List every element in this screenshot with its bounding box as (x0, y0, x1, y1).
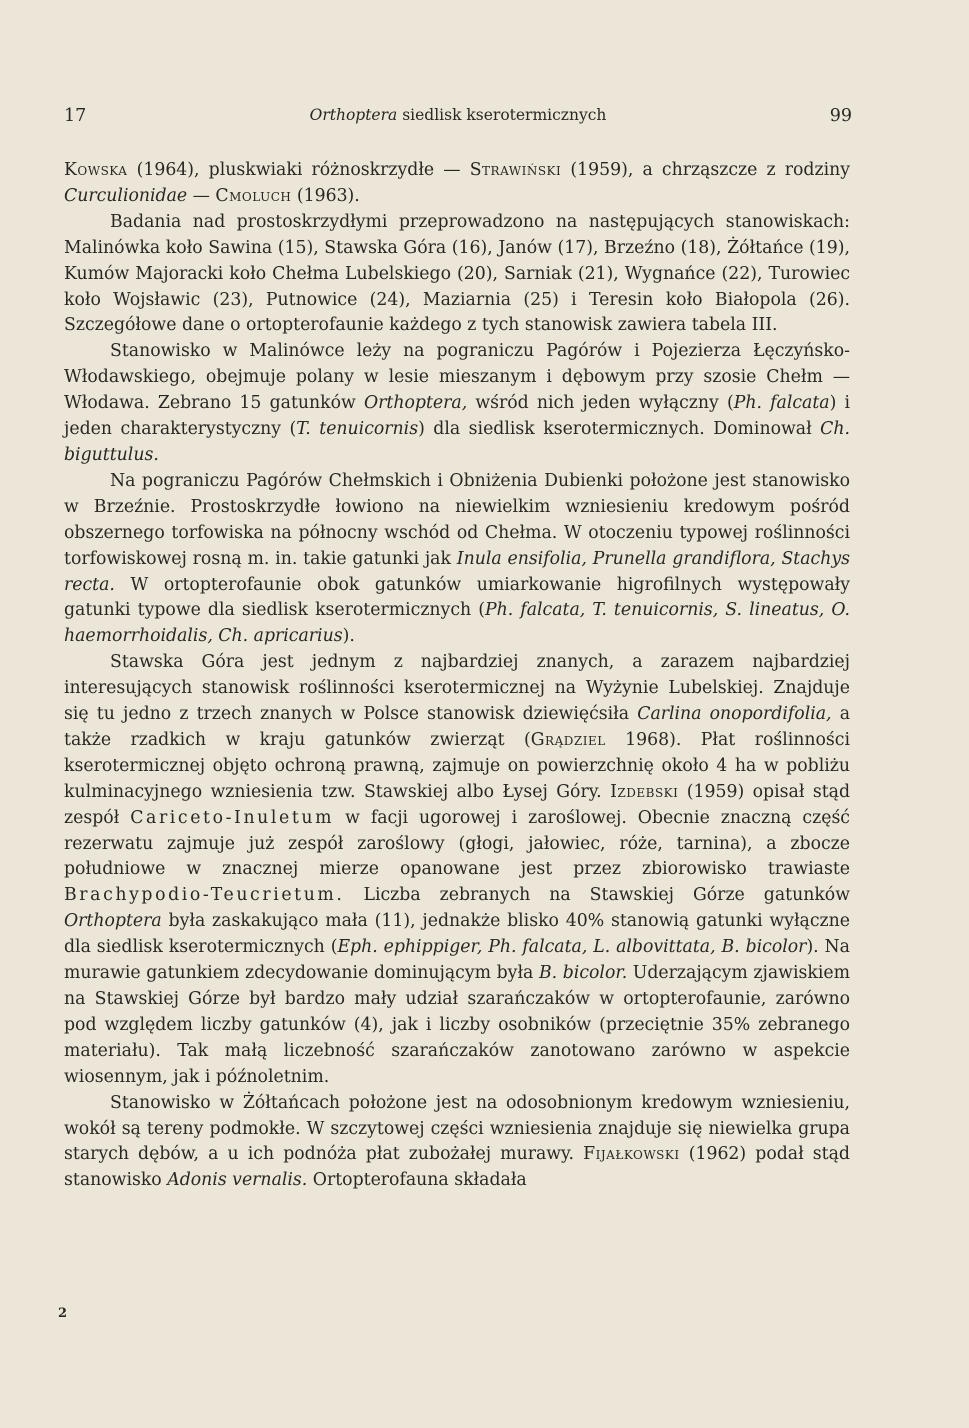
text-run: ) i jeden charakterystyczny ( (64, 393, 851, 440)
printer-signature: 2 (58, 1306, 68, 1321)
paragraph (64, 650, 850, 1090)
paragraph (64, 339, 850, 469)
running-title-italic: Orthoptera (309, 106, 398, 124)
text-run: Stanowisko w Żółtańcach położone jest na odosobnionym kredowym wzniesieniu, wokół są tereny podmokłe. W szczytowej części wzniesienia znajduje się niewielka grupa starych dębów, a u ich podnóża płat zubożałej murawy. (64, 1092, 850, 1165)
author-name: Cmoluch (215, 185, 292, 206)
chapter-number: 17 (64, 106, 87, 126)
text-run: w facji ugorowej i zaroślowej. Obecnie znaczną część rezerwatu zajmuje już zespół zaroślowy (głogi, jałowiec, róże, tarnina), a zbocze południowe w znacznej mierze opanowane jest przez zbiorowisko trawiaste (64, 807, 850, 880)
italic-run: Ph. falcata (733, 393, 830, 414)
italic-run: T. tenuicornis (296, 419, 419, 440)
text-run: Na pograniczu Pagórów Chełmskich i Obniżenia Dubienki położone jest stanowisko w Brzeźnie. Prostoskrzydłe łowiono na niewielkim wzniesieniu kredowym pośród obszernego torfowiska na północny wschód od Chełma. W otoczeniu typowej roślinności torfowiskowej rosną m. in. takie gatunki jak (64, 470, 850, 569)
text-run: Stawska Góra jest jednym z najbardziej znanych, a zarazem najbardziej interesujących stanowisk roślinności kserotermicznej na Wyżynie Lubelskiej. Znajduje się tu jedno z trzech znanych w Polsce stanowisk dziewięćsiła (64, 652, 850, 725)
author-name: Kowska (64, 160, 128, 180)
paragraph (64, 1091, 850, 1195)
text-run: — (187, 185, 216, 206)
text-run: (1963). (291, 185, 360, 206)
text-run: Ortopterofauna składała (307, 1170, 527, 1191)
text-run: (1959) opisał stąd zespół (64, 781, 851, 828)
italic-run: Adonis vernalis. (167, 1170, 308, 1191)
text-run: była zaskakująco mała (11), jednakże blisko 40% stanowią gatunki wyłączne dla siedlisk kserotermicznych ( (64, 911, 850, 958)
text-run: a także rzadkich w kraju gatunków zwierząt ( (64, 704, 850, 750)
text-run: Liczba zebranych na Stawskiej Górze gatunków (344, 885, 850, 906)
text-run: Badania nad prostoskrzydłymi przeprowadzono na następujących stanowiskach: Malinówka koło Sawina (15), Stawska Góra (16), Janów (17), Brzeźno (18), Żółtańce (19), Kumów Majoracki koło Chełma Lubelskiego (20), Sarniak (21), Wygnańce (22), Turowiec koło Wojsławic (23), Putnowice (24), Maziarnia (25) i Teresin koło Białopola (26). Szczegółowe dane o ortopterofaunie każdego z tych stanowisk zawiera tabela III. (64, 211, 850, 336)
text-run: Uderzającym zjawiskiem na Stawskiej Górze był bardzo mały udział szarańczaków w ortopterofaunie, zarówno pod względem liczby gatunków (4), jak i liczby osobników (przeciętnie 35% zebranego materiału). Tak małą liczebność szarańczaków zanotowano zarówno w aspekcie wiosennym, jak i późnoletnim. (64, 963, 850, 1087)
italic-run: Inula ensifolia, Prunella grandiflora, Stachys recta. (64, 548, 850, 595)
italic-run: Curculionidae (64, 185, 188, 206)
italic-run: Ch. biguttulus. (64, 419, 851, 465)
spaced-run: Cariceto-Inuletum (130, 807, 335, 828)
italic-run: Orthoptera (64, 911, 162, 932)
text-run: (1959), a chrząszcze z rodziny (561, 160, 850, 180)
italic-run: Orthoptera, (363, 393, 468, 414)
author-name: Izdebski (610, 781, 679, 802)
italic-run: B. bicolor. (538, 963, 628, 984)
italic-run: Ph. falcata, T. tenuicornis, S. lineatus, O. haemorrhoidalis, Ch. apricarius (64, 600, 850, 647)
text-run: (1964), pluskwiaki różnoskrzydłe — (127, 160, 470, 180)
text-run: 1968). Płat roślinności kserotermicznej objęto ochroną prawną, zajmuje on powierzchnię około 4 ha w pobliżu kulminacyjnego wzniesienia tzw. Stawskiej albo Łysej Góry. (64, 729, 851, 802)
text-run: (1962) podał stąd stanowisko (64, 1144, 850, 1191)
author-name: Strawiński (469, 160, 562, 180)
paragraph (64, 469, 850, 650)
author-name: Grądziel (530, 729, 606, 750)
author-name: Fijałkowski (583, 1144, 680, 1165)
paragraph (64, 210, 850, 340)
text-run: ). (342, 626, 355, 647)
text-run: ) dla siedlisk kserotermicznych. Dominował (418, 419, 821, 440)
spaced-run: Brachypodio-Teucrietum. (64, 885, 345, 906)
italic-run: Carlina onopordifolia, (637, 704, 832, 725)
text-run: wśród nich jeden wyłączny ( (467, 393, 734, 414)
text-run: ). Na murawie gatunkiem zdecydowanie dominującym była (64, 937, 850, 984)
paragraph (64, 158, 850, 210)
running-header (64, 106, 852, 136)
running-title-rest: siedlisk kserotermicznych (397, 106, 607, 124)
text-run: Stanowisko w Malinówce leży na pograniczu Pagórów i Pojezierza Łęczyńsko-Włodawskiego, obejmuje polany w lesie mieszanym i dębowym przy szosie Chełm — Włodawa. Zebrano 15 gatunków (64, 341, 850, 414)
text-run: W ortopterofaunie obok gatunków umiarkowanie higrofilnych występowały gatunki typowe dla siedlisk kserotermicznych ( (64, 574, 850, 621)
running-title (64, 106, 852, 124)
italic-run: Eph. ephippiger, Ph. falcata, L. albovittata, B. bicolor (337, 937, 807, 958)
page-number: 99 (829, 106, 852, 126)
body-text (64, 158, 850, 1194)
